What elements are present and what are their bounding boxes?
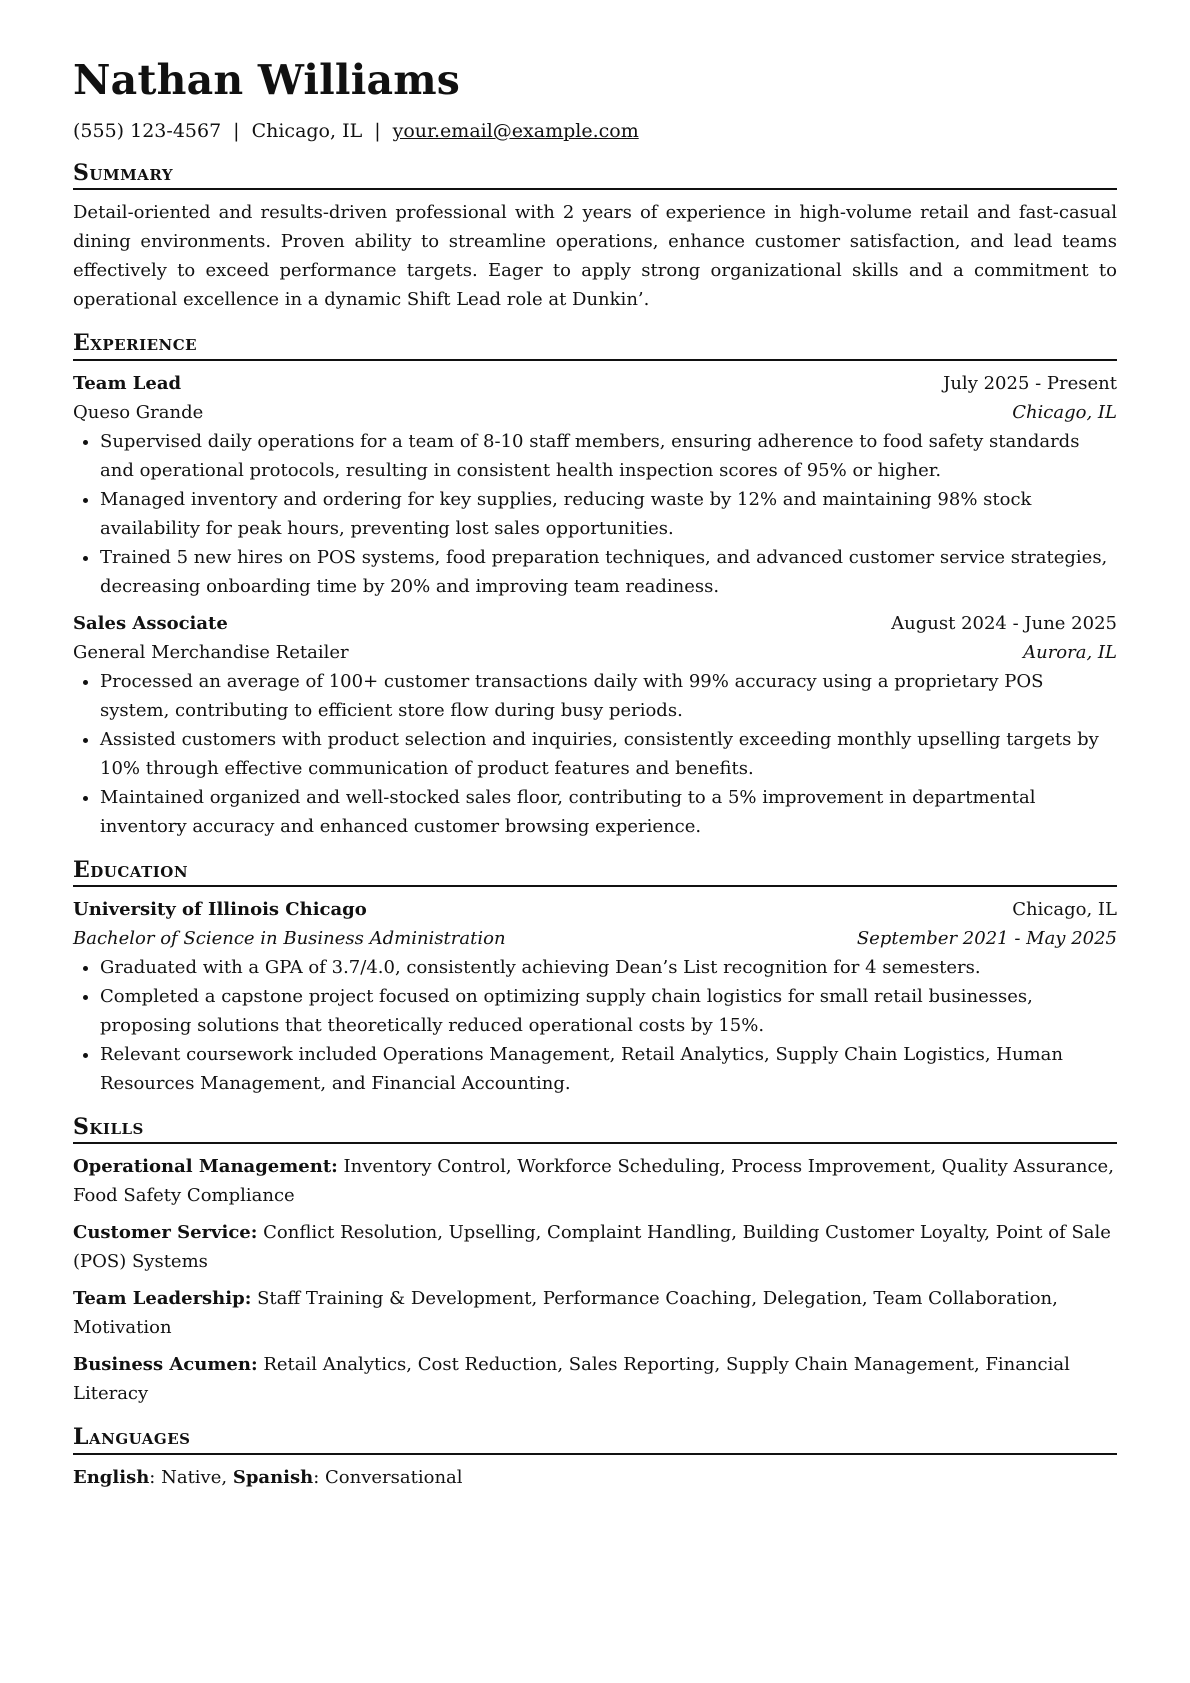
skill-group <box>73 1284 1117 1342</box>
skill-text: Conflict Resolution, Upselling, Complaint Handling, Building Customer Loyalty, Point of Sale (POS) Systems <box>73 1222 1111 1273</box>
bullet-item: • Managed inventory and ordering for key supplies, reducing waste by 12% and maintaining 98% stock availability for peak hours, preventing lost sales opportunities. <box>100 485 1117 543</box>
bullet-item: • Trained 5 new hires on POS systems, food preparation techniques, and advanced customer service strategies, decreasing onboarding time by 20% and improving team readiness. <box>100 543 1117 601</box>
skill-label: Business Acumen: <box>73 1354 258 1376</box>
education-subheader <box>73 924 1117 953</box>
section-title-experience: Experience <box>73 330 1117 360</box>
education-bullets <box>73 953 1117 1098</box>
skill-label: Customer Service: <box>73 1222 258 1244</box>
skill-text: Inventory Control, Workforce Scheduling, Process Improvement, Quality Assurance, Food Safety Compliance <box>73 1156 1114 1207</box>
skill-group <box>73 1350 1117 1408</box>
language-name: Spanish <box>232 1466 314 1488</box>
section-title-education: Education <box>73 857 1117 887</box>
contact-line <box>73 119 1117 144</box>
bullet-item: • Supervised daily operations for a team of 8-10 staff members, ensuring adherence to food safety standards and operational protocols, resulting in consistent health inspection scores of 95% or higher. <box>100 427 1117 485</box>
degree: Bachelor of Science in Business Administration <box>73 928 506 950</box>
bullet-item: • Maintained organized and well-stocked sales floor, contributing to a 5% improvement in departmental inventory accuracy and enhanced customer browsing experience. <box>100 783 1117 841</box>
job-role: Sales Associate <box>73 612 228 634</box>
language-level: : Native, <box>149 1466 233 1488</box>
education-entry <box>73 895 1117 1098</box>
job-entry <box>73 609 1117 841</box>
section-title-skills: Skills <box>73 1114 1117 1144</box>
skill-group <box>73 1152 1117 1210</box>
bullet-item: • Relevant coursework included Operations Management, Retail Analytics, Supply Chain Logistics, Human Resources Management, and Financial Accounting. <box>100 1040 1117 1098</box>
summary-section <box>73 160 1117 314</box>
job-bullets <box>73 427 1117 601</box>
education-header <box>73 895 1117 924</box>
separator: | <box>374 120 381 143</box>
languages-section <box>73 1424 1117 1491</box>
job-header <box>73 369 1117 398</box>
language-level: : Conversational <box>313 1466 463 1488</box>
languages-line <box>73 1463 1117 1492</box>
section-title-summary: Summary <box>73 160 1117 190</box>
experience-section <box>73 330 1117 840</box>
phone-number: (555) 123-4567 <box>73 120 222 143</box>
skill-group <box>73 1218 1117 1276</box>
bullet-item: • Completed a capstone project focused on optimizing supply chain logistics for small retail businesses, proposing solutions that theoretically reduced operational costs by 15%. <box>100 982 1117 1040</box>
candidate-name: Nathan Williams <box>73 56 461 104</box>
bullet-item: • Graduated with a GPA of 3.7/4.0, consistently achieving Dean’s List recognition for 4 semesters. <box>100 953 1117 982</box>
job-subheader <box>73 398 1117 427</box>
skill-text: Staff Training & Development, Performance Coaching, Delegation, Team Collaboration, Motivation <box>73 1288 1058 1339</box>
job-header <box>73 609 1117 638</box>
education-dates: September 2021 - May 2025 <box>856 928 1117 950</box>
skills-section <box>73 1114 1117 1408</box>
job-company: Queso Grande <box>73 401 204 423</box>
education-section <box>73 857 1117 1098</box>
location: Chicago, IL <box>251 120 363 143</box>
skill-label: Operational Management: <box>73 1156 338 1178</box>
email-link[interactable]: your.email@example.com <box>392 120 639 143</box>
job-company: General Merchandise Retailer <box>73 641 349 663</box>
skill-text: Retail Analytics, Cost Reduction, Sales Reporting, Supply Chain Management, Financial Literacy <box>73 1354 1070 1405</box>
skill-label: Team Leadership: <box>73 1288 252 1310</box>
job-role: Team Lead <box>73 372 182 394</box>
bullet-item: • Assisted customers with product selection and inquiries, consistently exceeding monthly upselling targets by 10% through effective communication of product features and benefits. <box>100 725 1117 783</box>
school-location: Chicago, IL <box>1012 899 1117 921</box>
job-location: Chicago, IL <box>1012 401 1117 423</box>
section-title-languages: Languages <box>73 1424 1117 1454</box>
job-dates: July 2025 - Present <box>943 372 1117 394</box>
job-location: Aurora, IL <box>1023 641 1117 663</box>
separator: | <box>233 120 240 143</box>
job-dates: August 2024 - June 2025 <box>891 612 1117 634</box>
job-entry <box>73 369 1117 601</box>
bullet-item: • Processed an average of 100+ customer transactions daily with 99% accuracy using a proprietary POS system, contributing to efficient store flow during busy periods. <box>100 667 1117 725</box>
job-bullets <box>73 667 1117 841</box>
job-subheader <box>73 638 1117 667</box>
language-name: English <box>73 1466 150 1488</box>
school-name: University of Illinois Chicago <box>73 899 367 921</box>
summary-text: Detail-oriented and results-driven professional with 2 years of experience in high-volume retail and fast-casual dining environments. Proven ability to streamline operations, enhance customer satisfaction, and lead teams effectively to exceed performance targets. Eager to apply strong organizational skills and a commitment to operational excellence in a dynamic Shift Lead role at Dunkin’. <box>73 202 1117 311</box>
